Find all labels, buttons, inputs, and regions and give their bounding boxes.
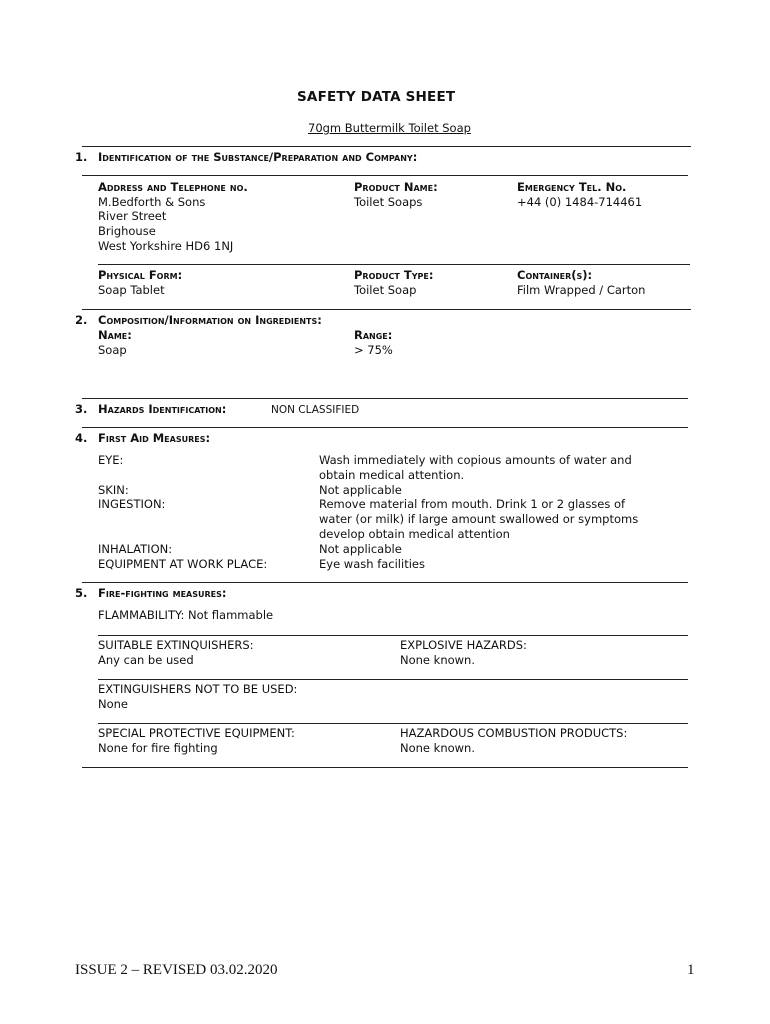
container-value: Film Wrapped / Carton: [517, 283, 646, 297]
section-4-number: 4.: [75, 431, 88, 445]
not-used-value: None: [98, 697, 129, 711]
explosive-value: None known.: [400, 653, 475, 667]
container-label: Container(s):: [517, 268, 593, 282]
product-type-label: Product Type:: [354, 268, 434, 282]
section-1-number: 1.: [75, 150, 88, 164]
page-number: 1: [687, 962, 695, 978]
inhalation-text: Not applicable: [319, 542, 402, 556]
divider: [98, 723, 688, 724]
divider: [82, 427, 688, 428]
address-line: West Yorkshire HD6 1NJ: [98, 239, 234, 253]
divider: [98, 635, 688, 636]
divider: [82, 309, 691, 310]
skin-text: Not applicable: [319, 483, 402, 497]
combustion-value: None known.: [400, 741, 475, 755]
ingredient-name-label: Name:: [98, 328, 132, 342]
ingestion-text: water (or milk) if large amount swallowed or symptoms: [319, 512, 639, 526]
divider: [98, 264, 690, 265]
divider: [82, 175, 688, 176]
physical-form-label: Physical Form:: [98, 268, 183, 282]
divider: [82, 398, 688, 399]
suitable-label: SUITABLE EXTINQUISHERS:: [98, 638, 254, 652]
document-title: SAFETY DATA SHEET: [297, 89, 456, 105]
section-5-heading: Fire-fighting measures:: [98, 586, 227, 600]
section-3-heading: Hazards Identification:: [98, 402, 227, 416]
eye-label: EYE:: [98, 453, 124, 467]
hazards-value: NON CLASSIFIED: [271, 404, 360, 416]
divider: [82, 582, 688, 583]
not-used-label: EXTINGUISHERS NOT TO BE USED:: [98, 682, 298, 696]
section-3-number: 3.: [75, 402, 88, 416]
divider: [82, 767, 688, 768]
section-4-heading: First Aid Measures:: [98, 431, 211, 445]
section-1-heading: Identification of the Substance/Preparation and Company:: [98, 150, 418, 164]
inhalation-label: INHALATION:: [98, 542, 173, 556]
address-line: Brighouse: [98, 224, 156, 238]
product-type-value: Toilet Soap: [354, 283, 417, 297]
address-label: Address and Telephone no.: [98, 180, 248, 194]
eye-text: Wash immediately with copious amounts of water and: [319, 453, 632, 467]
ingestion-text: Remove material from mouth. Drink 1 or 2 glasses of: [319, 497, 626, 511]
address-line: River Street: [98, 209, 167, 223]
address-line: M.Bedforth & Sons: [98, 195, 206, 209]
explosive-label: EXPLOSIVE HAZARDS:: [400, 638, 527, 652]
product-subtitle: 70gm Buttermilk Toilet Soap: [308, 121, 471, 135]
product-name-value: Toilet Soaps: [354, 195, 423, 209]
special-label: SPECIAL PROTECTIVE EQUIPMENT:: [98, 726, 295, 740]
emergency-label: Emergency Tel. No.: [517, 180, 627, 194]
flammability-text: FLAMMABILITY: Not flammable: [98, 608, 274, 622]
section-5-number: 5.: [75, 586, 88, 600]
footer-issue: ISSUE 2 – REVISED 03.02.2020: [75, 962, 278, 978]
emergency-value: +44 (0) 1484-714461: [517, 195, 643, 209]
product-name-label: Product Name:: [354, 180, 438, 194]
combustion-label: HAZARDOUS COMBUSTION PRODUCTS:: [400, 726, 628, 740]
eye-text: obtain medical attention.: [319, 468, 465, 482]
ingredient-range-value: > 75%: [354, 343, 393, 357]
special-value: None for fire fighting: [98, 741, 218, 755]
ingredient-range-label: Range:: [354, 328, 393, 342]
workplace-text: Eye wash facilities: [319, 557, 425, 571]
section-2-heading: Composition/Information on Ingredients:: [98, 313, 322, 327]
divider: [82, 146, 691, 147]
divider: [98, 679, 688, 680]
physical-form-value: Soap Tablet: [98, 283, 165, 297]
workplace-label: EQUIPMENT AT WORK PLACE:: [98, 557, 268, 571]
suitable-value: Any can be used: [98, 653, 194, 667]
skin-label: SKIN:: [98, 483, 129, 497]
ingestion-text: develop obtain medical attention: [319, 527, 510, 541]
ingestion-label: INGESTION:: [98, 497, 166, 511]
section-2-number: 2.: [75, 313, 88, 327]
ingredient-name-value: Soap: [98, 343, 127, 357]
